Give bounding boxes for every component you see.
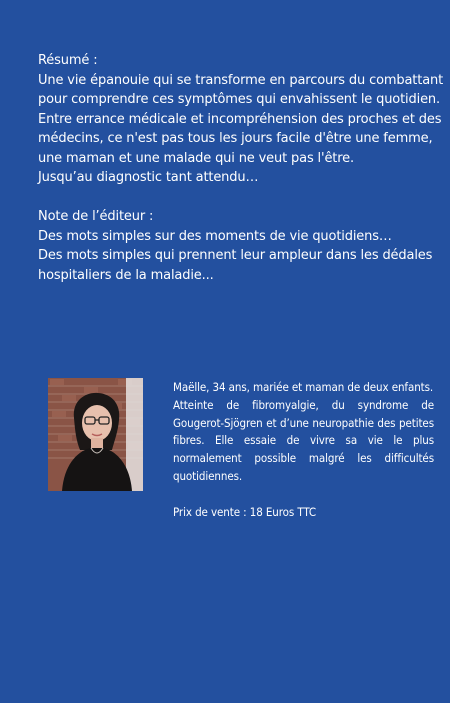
summary-block — [38, 51, 444, 285]
price-label: Prix de vente : 18 Euros TTC — [173, 504, 317, 519]
editor-note-line: Des mots simples sur des moments de vie quotidiens… — [38, 228, 392, 244]
author-bio — [173, 379, 434, 521]
editor-note-heading: Note de l’éditeur : — [38, 209, 154, 224]
summary-heading: Résumé : — [38, 53, 98, 68]
summary-line: Entre errance médicale et incompréhension des proches et des — [38, 111, 442, 127]
editor-note-line: Des mots simples qui prennent leur ampleur dans les dédales — [38, 248, 433, 263]
summary-line: médecins, ce n'est pas tous les jours facile d'être une femme, — [38, 131, 433, 146]
editor-note-line: hospitaliers de la maladie... — [38, 267, 214, 283]
summary-line: pour comprendre ces symptômes qui envahissent le quotidien. — [38, 92, 441, 107]
author-bio-details: Atteinte de fibromyalgie, du syndrome de Gougerot-Sjögren et d’une neuropathie des petites fibres. Elle essaie de vivre sa vie le plus normalement possible malgré les difficultés quotidiennes. — [173, 397, 434, 483]
summary-line: une maman et une malade qui ne veut pas l'être. — [38, 150, 354, 166]
summary-line: Jusqu’au diagnostic tant attendu… — [38, 170, 259, 185]
author-bio-intro: Maëlle, 34 ans, mariée et maman de deux enfants. — [173, 380, 434, 394]
summary-line: Une vie épanouie qui se transforme en parcours du combattant — [38, 72, 444, 88]
author-photo — [48, 378, 143, 491]
